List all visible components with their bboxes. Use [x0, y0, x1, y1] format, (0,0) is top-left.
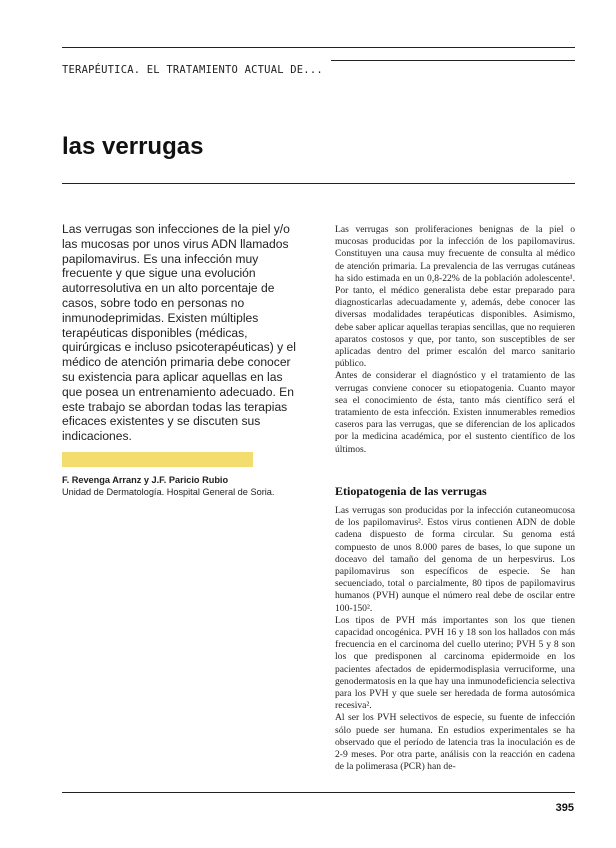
title-rule [62, 183, 575, 184]
page-number: 395 [555, 802, 574, 814]
author-names: F. Revenga Arranz y J.F. Paricio Rubio [62, 475, 229, 485]
paragraph: Los tipos de PVH más importantes son los que tienen capacidad oncogénica. PVH 16 y 18 son los hallados con más frecuencia en el carcinoma del cuello uterino; PVH 5 y 8 son los que predisponen al carcinoma epidermoide en los pacientes afectados de epidermodisplasia verruciforme, una genodermatosis en la que hay una inmunodeficiencia selectiva para los PVH y que suele ser heredada de forma autosómica recesiva². [335, 614, 575, 712]
paragraph: Al ser los PVH selectivos de especie, su fuente de infección sólo puede ser humana. En estudios experimentales se ha observado que el período de latencia tras la inoculación es de 2-9 meses. Por otra parte, análisis con la reacción en cadena de la polimerasa (PCR) han de- [335, 712, 575, 773]
paragraph: Antes de considerar el diagnóstico y el tratamiento de las verrugas conviene conocer su etiopatogenia. Cuanto mayor sea el conocimiento de ésta, tanto más científico será el tratamiento de esta infección. Existen innumerables remedios caseros para las verrugas, que se diferencian de los aplicados por la medicina académica, por el sustento científico de los últimos. [335, 370, 575, 455]
section-text [335, 505, 575, 773]
author-affiliation: Unidad de Dermatología. Hospital General de Soria. [62, 487, 275, 497]
top-rule [62, 47, 575, 48]
paragraph: Las verrugas son producidas por la infección cutaneomucosa de los papilomavirus². Estos virus contienen ADN de doble cadena dispuesto de forma circular. Su genoma está compuesto de unos 8.000 pares de bases, lo que supone un doceavo del tamaño del genoma de un herpesvirus. Los papilomavirus son específicos de especie. Se han secuenciado, total o parcialmente, 80 tipos de papilomavirus humanos (PVH) aunque el número real debe de oscilar entre 100-150². [335, 505, 575, 614]
section-header: TERAPÉUTICA. EL TRATAMIENTO ACTUAL DE... [62, 64, 323, 76]
section-heading: Etiopatogenia de las verrugas [335, 484, 487, 498]
intro-text [335, 224, 575, 456]
article-title: las verrugas [62, 133, 204, 160]
abstract: Las verrugas son infecciones de la piel y/o las mucosas por unos virus ADN llamados papilomavirus. Es una infección muy frecuente y que sigue una evolución autorresolutiva en un alto porcentaje de casos, sobre todo en personas no inmunodeprimidas. Existen múltiples terapéuticas disponibles (médicas, quirúrgicas e incluso psicoterapéuticas) y el médico de atención primaria debe conocer su existencia para aplicar aquellas en las que posea un entrenamiento adecuado. En este trabajo se abordan todas las terapias eficaces existentes y se discuten sus indicaciones. [62, 222, 296, 444]
header-underline [331, 60, 575, 61]
highlight-bar [62, 452, 253, 467]
footer-rule [62, 792, 575, 793]
paragraph: Las verrugas son proliferaciones benignas de la piel o mucosas producidas por la infección de los papilomavirus. Constituyen una causa muy frecuente de consulta al médico de atención primaria. La prevalencia de las verrugas cutáneas ha sido estimada en un 0,8-22% de la población adolescente¹. Por tanto, el médico generalista debe estar preparado para diagnosticarlas adecuadamente y, además, debe conocer las diversas modalidades terapéuticas disponibles. Asimismo, debe saber aplicar aquellas terapias sencillas, que no requieren aparatos costosos y que, por tanto, son susceptibles de ser aplicadas dentro del primer escalón del marco sanitario público. [335, 224, 575, 370]
